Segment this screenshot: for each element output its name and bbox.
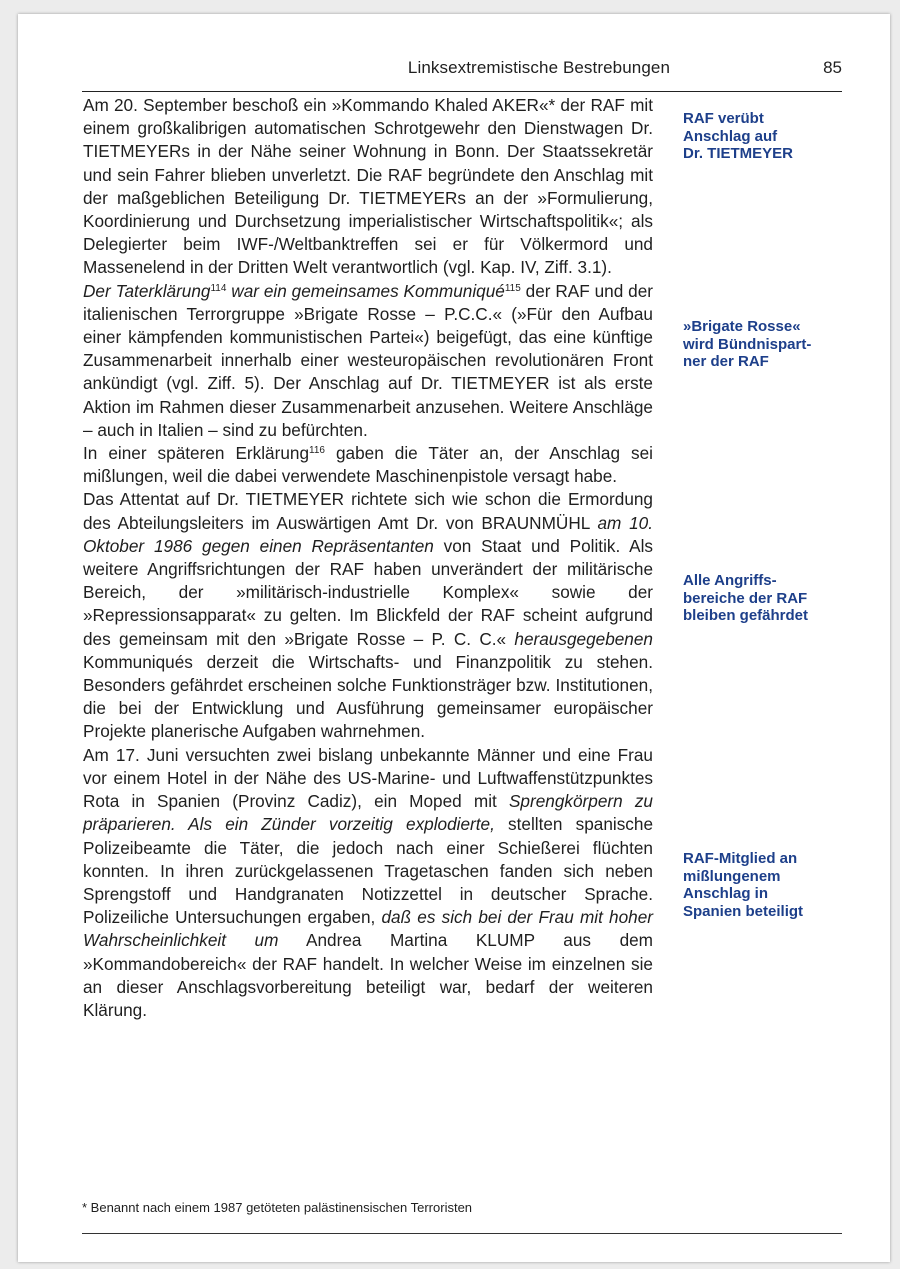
body-text bbox=[83, 94, 653, 1022]
text-run: Am 17. Juni versuchten zwei bislang unbekannte Männer und eine Frau vor einem Hotel in der Nähe des US-Marine- und Luftwaffenstützpunktes Rota in Spanien (Provinz Cadiz), ein Moped mit bbox=[83, 744, 653, 812]
text-run: stellten spanische Polizeibeamte die Täter, die jedoch nach einer Schießerei flüchten konnten. In ihren zurückgelassenen Tragetaschen fanden sich neben Sprengstoff und Handgranaten Notizzettel in deutscher Sprache. Polizeiliche Untersuchungen ergaben, bbox=[83, 814, 654, 928]
side-note-line: Anschlag auf bbox=[683, 127, 778, 145]
footnote: * Benannt nach einem 1987 getöteten palästinensischen Terroristen bbox=[82, 1200, 473, 1215]
side-note-line: »Brigate Rosse« bbox=[683, 318, 801, 335]
footnote-ref: 116 bbox=[309, 445, 325, 457]
text-run: von Staat und Politik. Als weitere Angriffsrichtungen der RAF haben unverändert der militärische Bereich, der »militärisch-industrielle Komplex« sowie der »Repressionsapparat« zu gelten. Im Blickfeld der RAF scheint aufgrund des gemeinsam mit den »Brigate Rosse – P. C. C.« bbox=[83, 535, 653, 649]
side-note-line: mißlungenem bbox=[683, 867, 781, 885]
side-note-line: wird Bündnispart- bbox=[683, 335, 812, 353]
italic-run: Sprengkörpern zu präparieren. Als ein Zünder vorzeitig explodierte, bbox=[83, 791, 653, 835]
paragraph bbox=[83, 94, 653, 280]
side-note-line: ner der RAF bbox=[683, 353, 769, 370]
text-run: In einer späteren Erklärung bbox=[83, 443, 310, 464]
italic-run: war ein gemeinsames Kommuniqué bbox=[226, 280, 505, 301]
side-note-line: RAF verübt bbox=[683, 110, 764, 127]
side-note-line: RAF-Mitglied an bbox=[683, 850, 798, 867]
side-note-line: Spanien beteiligt bbox=[683, 902, 804, 920]
side-note-line: Dr. TIETMEYER bbox=[683, 145, 794, 162]
side-note-line: Alle Angriffs- bbox=[683, 572, 777, 589]
side-note bbox=[683, 318, 843, 371]
paragraph bbox=[83, 744, 653, 1022]
header-title: Linksextremistische Bestrebungen bbox=[407, 58, 670, 77]
paragraph bbox=[83, 280, 653, 442]
italic-run: herausgegebenen bbox=[514, 628, 653, 649]
side-note bbox=[683, 572, 843, 625]
text-run: der RAF und der italienischen Terrorgruppe »Brigate Rosse – P.C.C.« (»Für den Aufbau einer kämpfenden kommunistischen Partei«) beigefügt, das eine künftige Zusammenarbeit innerhalb einer westeuropäischen revolutionären Front ankündigt (vgl. Ziff. 5). Der Anschlag auf Dr. TIETMEYER ist als erste Aktion im Rahmen dieser Zusammenarbeit anzusehen. Weitere Anschläge – auch in Italien – sind zu befürchten. bbox=[83, 280, 653, 440]
page-number: 85 bbox=[823, 58, 842, 77]
text-run: Kommuniqués derzeit die Wirtschafts- und Finanzpolitik zu stehen. Besonders gefährdet erscheinen solche Funktionsträger bzw. Institutionen, die bei der Entwicklung und Ausführung gemeinsamer europäischer Projekte planerische Aufgaben wahrnehmen. bbox=[83, 651, 653, 742]
side-note-line: Anschlag in bbox=[683, 885, 769, 902]
paragraph bbox=[83, 442, 653, 488]
text-run: Andrea Martina KLUMP aus dem »Kommandobereich« der RAF handelt. In welcher Weise im einzelnen sie an dieser Anschlagsvorbereitung beteiligt war, bedarf der weiteren Klärung. bbox=[83, 930, 653, 1020]
side-note bbox=[683, 110, 843, 163]
side-note-line: bereiche der RAF bbox=[683, 589, 808, 607]
footnote-ref: 114 bbox=[210, 282, 227, 294]
italic-run: am 10. Oktober 1986 gegen einen Repräsentanten bbox=[83, 512, 653, 556]
paragraph bbox=[83, 488, 653, 743]
text-run: Das Attentat auf Dr. TIETMEYER richtete sich wie schon die Ermordung des Abteilungsleiters im Auswärtigen Amt Dr. von BRAUNMÜHL bbox=[83, 489, 653, 533]
text-run: Am 20. September beschoß ein »Kommando Khaled AKER«* der RAF mit einem großkalibrigen automatischen Schrotgewehr den Dienstwagen Dr. TIETMEYERs in der Nähe seiner Wohnung in Bonn. Der Staatssekretär und sein Fahrer blieben unverletzt. Die RAF begründete den Anschlag mit der maßgeblichen Beteiligung Dr. TIETMEYERs an der »Formulierung, Koordinierung und Durchsetzung imperialistischer Wirtschaftspolitik«; als Delegierter beim IWF-/Weltbanktreffen sei er für Völkermord und Massenelend in der Dritten Welt verantwortlich (vgl. Kap. IV, Ziff. 3.1). bbox=[83, 95, 653, 278]
page-header bbox=[82, 48, 842, 84]
side-note-line: bleiben gefährdet bbox=[683, 607, 809, 624]
header-rule bbox=[82, 91, 842, 92]
footnote-rule bbox=[82, 1233, 842, 1234]
italic-run: daß es sich bei der Frau mit hoher Wahrscheinlichkeit um bbox=[83, 907, 654, 951]
text-run: gaben die Täter an, der Anschlag sei mißlungen, weil die dabei verwendete Maschinenpistole versagt habe. bbox=[83, 443, 653, 487]
italic-run: Der Taterklärung bbox=[83, 280, 211, 301]
footnote-ref: 115 bbox=[504, 282, 521, 294]
side-note bbox=[683, 850, 843, 920]
